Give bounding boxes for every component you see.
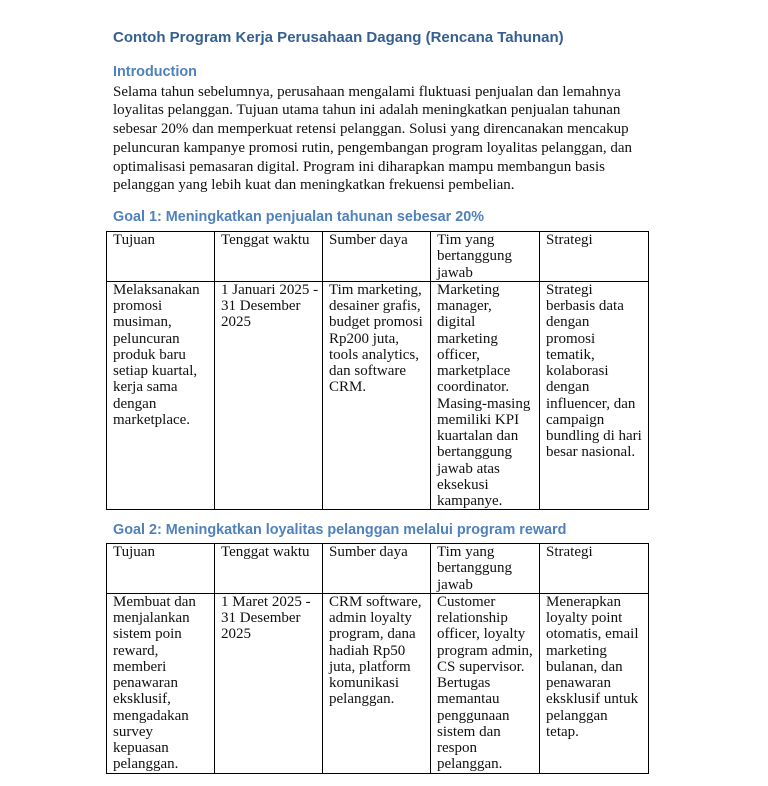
introduction-paragraph: Selama tahun sebelumnya, perusahaan mengalami fluktuasi penjualan dan lemahnya loyalitas pelanggan. Tujuan utama tahun ini adalah meningkatkan penjualan tahunan sebesar 20% dan memperkuat retensi pelanggan. Solusi yang direncanakan mencakup peluncuran kampanye promosi rutin, pengembangan program loyalitas pelanggan, dan optimalisasi pemasaran digital. Program ini diharapkan mampu membangun basis pelanggan yang lebih kuat dan meningkatkan frekuensi pembelian.	[113, 83, 633, 194]
table-row	[107, 593, 649, 773]
cell-strategi: Menerapkan loyalty point otomatis, email marketing bulanan, dan penawaran eksklusif untuk pelanggan tetap.	[540, 593, 649, 773]
cell-tim-penanggung-jawab: Customer relationship officer, loyalty program admin, CS supervisor. Bertugas memantau penggunaan sistem dan respon pelanggan.	[431, 593, 540, 773]
header-sumber-daya: Sumber daya	[323, 544, 431, 594]
cell-tujuan: Melaksanakan promosi musiman, peluncuran produk baru setiap kuartal, kerja sama dengan marketplace.	[107, 281, 215, 510]
cell-tujuan: Membuat dan menjalankan sistem poin reward, memberi penawaran eksklusif, mengadakan survey kepuasan pelanggan.	[107, 593, 215, 773]
goal-1-table	[106, 231, 649, 510]
table-header-row	[107, 544, 649, 594]
header-tim-penanggung-jawab: Tim yang bertanggung jawab	[431, 544, 540, 594]
cell-sumber-daya: CRM software, admin loyalty program, dana hadiah Rp50 juta, platform komunikasi pelanggan.	[323, 593, 431, 773]
header-tujuan: Tujuan	[107, 232, 215, 282]
cell-sumber-daya: Tim marketing, desainer grafis, budget promosi Rp200 juta, tools analytics, dan software CRM.	[323, 281, 431, 510]
table-row	[107, 281, 649, 510]
table-header-row	[107, 232, 649, 282]
goal-2-heading: Goal 2: Meningkatkan loyalitas pelanggan melalui program reward	[113, 522, 567, 538]
cell-strategi: Strategi berbasis data dengan promosi tematik, kolaborasi dengan influencer, dan campaign bundling di hari besar nasional.	[540, 281, 649, 510]
cell-tenggat-waktu: 1 Januari 2025 - 31 Desember 2025	[215, 281, 323, 510]
header-strategi: Strategi	[540, 544, 649, 594]
document-title: Contoh Program Kerja Perusahaan Dagang (Rencana Tahunan)	[113, 29, 564, 46]
header-strategi: Strategi	[540, 232, 649, 282]
header-tenggat-waktu: Tenggat waktu	[215, 232, 323, 282]
header-tujuan: Tujuan	[107, 544, 215, 594]
header-sumber-daya: Sumber daya	[323, 232, 431, 282]
header-tenggat-waktu: Tenggat waktu	[215, 544, 323, 594]
goal-2-table	[106, 543, 649, 774]
introduction-heading: Introduction	[113, 64, 197, 80]
cell-tim-penanggung-jawab: Marketing manager, digital marketing officer, marketplace coordinator. Masing-masing memiliki KPI kuartalan dan bertanggung jawab atas eksekusi kampanye.	[431, 281, 540, 510]
cell-tenggat-waktu: 1 Maret 2025 - 31 Desember 2025	[215, 593, 323, 773]
header-tim-penanggung-jawab: Tim yang bertanggung jawab	[431, 232, 540, 282]
goal-1-heading: Goal 1: Meningkatkan penjualan tahunan sebesar 20%	[113, 209, 485, 225]
